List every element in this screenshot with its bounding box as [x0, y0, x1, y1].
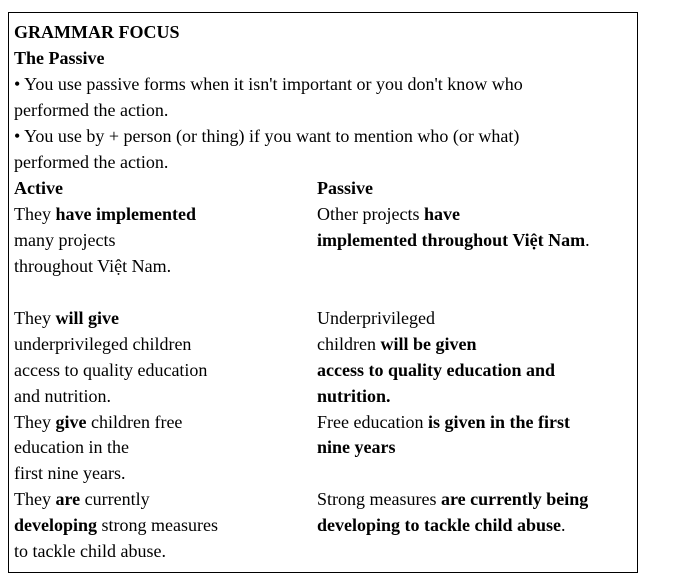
- example-2-active-line: and nutrition.: [14, 386, 111, 406]
- bold-verb-phrase: have: [423, 204, 460, 224]
- rule-2-line-1: • You use by + person (or thing) if you want to mention who (or what): [14, 126, 520, 146]
- example-3-active-line: They give children free: [14, 412, 183, 432]
- rule-2-line-2: performed the action.: [14, 152, 169, 172]
- example-1-active-line: many projects: [14, 230, 116, 250]
- example-2-passive-line: children will be given: [317, 334, 477, 354]
- bold-verb-phrase: nutrition.: [317, 386, 391, 406]
- bold-verb-phrase: are currently being: [440, 489, 589, 509]
- example-4-passive-line: developing to tackle child abuse.: [317, 515, 566, 535]
- example-4-active-line: developing strong measures: [14, 515, 218, 535]
- example-1-passive-line: Other projects have: [317, 204, 460, 224]
- bold-verb-phrase: is given in the first: [427, 412, 570, 432]
- active-header: Active: [14, 178, 63, 198]
- example-2-passive-line: [317, 357, 555, 383]
- rule-1-line-1: • You use passive forms when it isn't important or you don't know who: [14, 74, 523, 94]
- rule-1-line-2: performed the action.: [14, 100, 169, 120]
- example-2-passive-line: Underprivileged: [317, 308, 435, 328]
- example-1-active-line: throughout Việt Nam.: [14, 256, 172, 276]
- example-2-active-line: access to quality education: [14, 360, 208, 380]
- bold-verb-phrase: are: [55, 489, 81, 509]
- passive-header: Passive: [317, 178, 373, 198]
- example-3-active-line: first nine years.: [14, 463, 126, 483]
- bold-verb-phrase: have implemented: [55, 204, 196, 224]
- example-2-active-line: underprivileged children: [14, 334, 192, 354]
- bold-verb-phrase: will give: [55, 308, 119, 328]
- grammar-focus-title: GRAMMAR FOCUS: [14, 22, 180, 42]
- bold-verb-phrase: nine years: [317, 437, 396, 457]
- bold-verb-phrase: implemented throughout Việt Nam: [317, 230, 586, 250]
- example-1-active-line: They have implemented: [14, 204, 196, 224]
- example-1-passive-line: implemented throughout Việt Nam.: [317, 230, 590, 250]
- section-subtitle: The Passive: [14, 48, 105, 68]
- bold-verb-phrase: will be given: [380, 334, 477, 354]
- example-3-passive-line: [317, 434, 396, 460]
- example-4-passive-line: Strong measures are currently being: [317, 489, 589, 509]
- example-3-passive-line: Free education is given in the first: [317, 412, 570, 432]
- bold-verb-phrase: developing to tackle child abuse: [317, 515, 562, 535]
- example-3-active-line: education in the: [14, 437, 129, 457]
- example-4-active-line: They are currently: [14, 489, 150, 509]
- bold-verb-phrase: give: [55, 412, 87, 432]
- example-4-active-line: to tackle child abuse.: [14, 541, 166, 561]
- bold-verb-phrase: access to quality education and: [317, 360, 556, 380]
- bold-verb-phrase: developing: [14, 515, 98, 535]
- example-2-active-line: They will give: [14, 308, 119, 328]
- example-2-passive-line: [317, 383, 391, 409]
